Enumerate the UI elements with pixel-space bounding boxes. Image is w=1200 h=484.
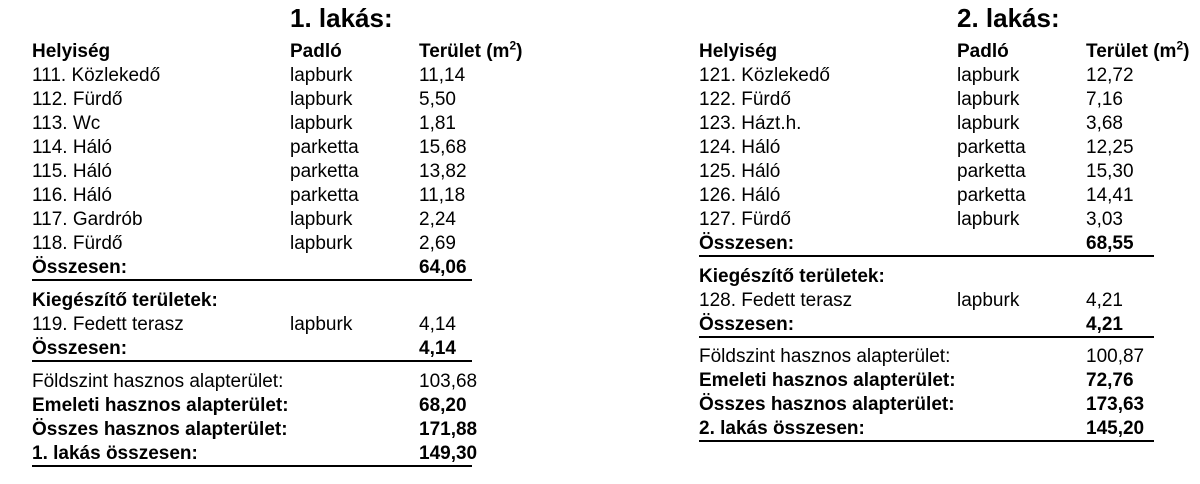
room-floor: parketta [290, 185, 359, 206]
table-row [32, 208, 472, 232]
summary-value: 100,87 [1086, 346, 1145, 367]
total-label: Összesen: [699, 314, 795, 335]
room-name: 123. Házt.h. [699, 113, 802, 134]
room-floor: lapburk [290, 233, 353, 254]
room-name: 111. Közlekedő [32, 65, 161, 86]
summary-value: 68,20 [419, 395, 467, 416]
summary-value: 103,68 [419, 371, 478, 392]
header-floor: Padló [957, 41, 1009, 62]
table-row [32, 232, 472, 256]
room-floor: parketta [957, 137, 1026, 158]
room-floor: lapburk [957, 113, 1020, 134]
table-row [32, 64, 472, 88]
table-row [699, 184, 1154, 208]
summary-value: 171,88 [419, 419, 478, 440]
room-name: 112. Fürdő [32, 89, 123, 110]
extra-total-row [32, 337, 472, 361]
summary-label: 2. lakás összesen: [699, 418, 865, 439]
summary-value: 149,30 [419, 443, 478, 464]
header-floor: Padló [290, 41, 342, 62]
header-area: Terület $(m^2)$ [419, 38, 523, 62]
room-area: 4,21 [1086, 290, 1123, 311]
summary-row-apartment-total [32, 442, 478, 466]
table-row [32, 112, 472, 136]
table-row [699, 88, 1154, 112]
total-value: 68,55 [1086, 233, 1134, 254]
summary-label: 1. lakás összesen: [32, 443, 198, 464]
summary-value: 145,20 [1086, 418, 1145, 439]
table-row [699, 136, 1154, 160]
summary-label: Földszint hasznos alapterület: [32, 371, 284, 392]
room-area: 12,25 [1086, 137, 1134, 158]
room-area: 13,82 [419, 161, 467, 182]
table-row [699, 112, 1154, 136]
header-area: Terület $(m^2)$ [1086, 38, 1190, 62]
summary-label: Összes hasznos alapterület: [699, 394, 955, 415]
total-value: 4,21 [1086, 314, 1123, 335]
room-name: 118. Fürdő [32, 233, 123, 254]
room-name: 128. Fedett terasz [699, 290, 853, 311]
room-floor: lapburk [290, 314, 353, 335]
room-area: 2,69 [419, 233, 456, 254]
room-floor: lapburk [957, 89, 1020, 110]
summary-value: 173,63 [1086, 394, 1145, 415]
summary-label: Földszint hasznos alapterület: [699, 346, 951, 367]
table-row [699, 289, 1154, 313]
room-area: 5,50 [419, 89, 456, 110]
table-row [699, 208, 1154, 232]
table-row [32, 184, 472, 208]
room-area: 14,41 [1086, 185, 1134, 206]
summary-value: 72,76 [1086, 370, 1134, 391]
room-floor: lapburk [957, 290, 1020, 311]
summary-row-apartment-total [699, 417, 1154, 441]
room-name: 115. Háló [32, 161, 112, 182]
room-area: 15,30 [1086, 161, 1134, 182]
room-name: 113. Wc [32, 113, 101, 134]
room-name: 117. Gardrób [32, 209, 143, 230]
room-area: 7,16 [1086, 89, 1123, 110]
room-floor: parketta [957, 161, 1026, 182]
table-row [699, 160, 1154, 184]
table-row [32, 136, 472, 160]
apartment-title: 2. lakás: [957, 3, 1060, 33]
room-area: 4,14 [419, 314, 456, 335]
room-floor: lapburk [290, 209, 353, 230]
room-name: 116. Háló [32, 185, 112, 206]
room-name: 122. Fürdő [699, 89, 791, 110]
room-name: 125. Háló [699, 161, 781, 182]
room-area: 3,03 [1086, 209, 1123, 230]
summary-label: Emeleti hasznos alapterület: [32, 395, 289, 416]
summary-row-ground-floor [699, 345, 1154, 369]
table-row [32, 160, 472, 184]
extra-areas-heading [32, 289, 472, 313]
room-area: 11,14 [419, 65, 466, 86]
extra-total-row [699, 313, 1154, 337]
summary-row-upper-floor [699, 369, 1154, 393]
header-room: Helyiség [699, 41, 778, 62]
room-name: 127. Fürdő [699, 209, 791, 230]
room-name: 119. Fedett terasz [32, 314, 184, 335]
room-area: 1,81 [419, 113, 456, 134]
summary-label: Összes hasznos alapterület: [32, 419, 288, 440]
room-floor: parketta [957, 185, 1026, 206]
total-value: 4,14 [419, 338, 456, 359]
table-row [32, 88, 472, 112]
header-room: Helyiség [32, 41, 111, 62]
room-name: 124. Háló [699, 137, 781, 158]
total-value: 64,06 [419, 257, 467, 278]
room-name: 121. Közlekedő [699, 65, 830, 86]
room-floor: parketta [290, 137, 359, 158]
room-floor: lapburk [290, 89, 353, 110]
room-area: 12,72 [1086, 65, 1134, 86]
summary-row-ground-floor [32, 370, 478, 394]
room-area: 2,24 [419, 209, 456, 230]
room-floor: lapburk [957, 209, 1020, 230]
room-area: 15,68 [419, 137, 467, 158]
extra-heading-text: Kiegészítő területek: [32, 290, 218, 311]
total-label: Összesen: [32, 257, 128, 278]
apartment-title: 1. lakás: [290, 3, 393, 33]
room-floor: lapburk [290, 113, 353, 134]
rooms-total-row [32, 256, 472, 280]
table-row [699, 64, 1154, 88]
table-header [32, 38, 523, 64]
table-row [32, 313, 472, 337]
room-area: 11,18 [419, 185, 466, 206]
room-area: 3,68 [1086, 113, 1123, 134]
room-floor: lapburk [957, 65, 1020, 86]
room-floor: parketta [290, 161, 359, 182]
extra-heading-text: Kiegészítő területek: [699, 266, 885, 287]
summary-row-total-usable [32, 418, 478, 442]
rooms-total-row [699, 232, 1154, 256]
summary-label: Emeleti hasznos alapterület: [699, 370, 956, 391]
total-label: Összesen: [699, 233, 795, 254]
room-floor: lapburk [290, 65, 353, 86]
summary-row-total-usable [699, 393, 1154, 417]
summary-row-upper-floor [32, 394, 472, 418]
total-label: Összesen: [32, 338, 128, 359]
room-name: 126. Háló [699, 185, 781, 206]
room-name: 114. Háló [32, 137, 112, 158]
table-header [699, 38, 1190, 64]
extra-areas-heading [699, 265, 1154, 289]
